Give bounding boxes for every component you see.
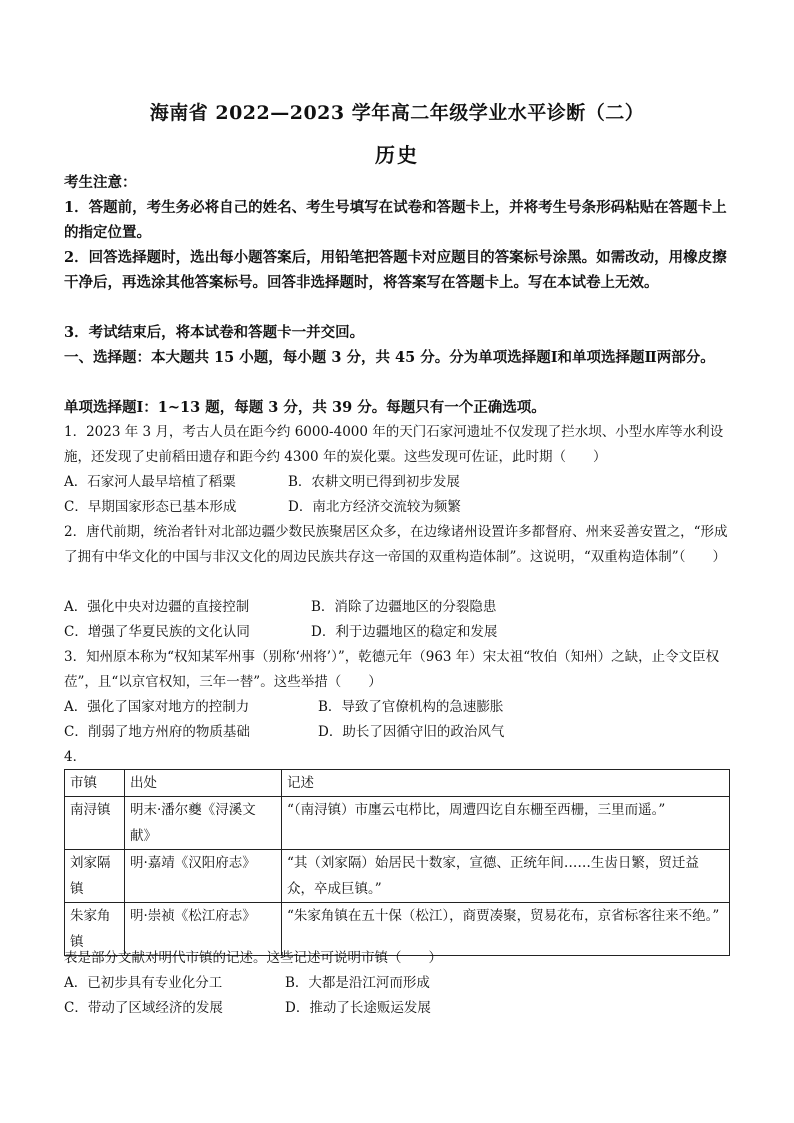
section-subheading: 单项选择题Ⅰ：1~13 题，每题 3 分，共 39 分。每题只有一个正确选项。 — [64, 399, 546, 416]
table-cell: “（南浔镇）市廛云屯栉比，周遭四讫自东栅至西栅，三里而遥。” — [282, 797, 730, 850]
table-cell: 明·崇祯《松江府志》 — [125, 903, 282, 956]
table-header-cell: 记述 — [282, 770, 730, 797]
question-4-table — [64, 769, 730, 956]
notice-item-2: 2．回答选择题时，选出每小题答案后，用铅笔把答题卡对应题目的答案标号涂黑。如需改动，用橡皮擦干净后，再选涂其他答案标号。回答非选择题时，将答案写在答题卡上。写在本试卷上无效。 — [64, 249, 727, 291]
notice-item-1: 1．答题前，考生务必将自己的姓名、考生号填写在试卷和答题卡上，并将考生号条形码粘贴在答题卡上的指定位置。 — [64, 199, 727, 241]
table-cell: 朱家角镇 — [65, 903, 125, 956]
question-1-option-d[interactable]: D．南北方经济交流较为频繁 — [288, 499, 461, 515]
question-3-option-b[interactable]: B．导致了官僚机构的急速膨胀 — [318, 699, 504, 715]
notice-item-3: 3．考试结束后，将本试卷和答题卡一并交回。 — [64, 324, 365, 341]
table-header-row — [65, 770, 730, 797]
question-2-option-b[interactable]: B．消除了边疆地区的分裂隐患 — [311, 599, 497, 615]
question-3-option-a[interactable]: A．强化了国家对地方的控制力 — [64, 699, 250, 715]
question-4-option-d[interactable]: D．推动了长途贩运发展 — [285, 1000, 431, 1016]
question-2-option-c[interactable]: C．增强了华夏民族的文化认同 — [64, 624, 250, 640]
question-3-option-c[interactable]: C．削弱了地方州府的物质基础 — [64, 724, 250, 740]
table-cell: 明·嘉靖《汉阳府志》 — [125, 850, 282, 903]
question-3-option-d[interactable]: D．助长了因循守旧的政治风气 — [318, 724, 505, 740]
section-heading: 一、选择题：本大题共 15 小题，每小题 3 分，共 45 分。分为单项选择题Ⅰ和单项选择题Ⅱ两部分。 — [64, 349, 715, 366]
table-cell: “其（刘家隔）始居民十数家，宣德、正统年间……生齿日繁，贸迁益众，卒成巨镇。” — [282, 850, 730, 903]
question-1-option-b[interactable]: B．农耕文明已得到初步发展 — [288, 474, 460, 490]
question-4-option-b[interactable]: B．大都是沿江河而形成 — [285, 975, 430, 991]
table-header-cell: 市镇 — [65, 770, 125, 797]
question-1-stem: 1．2023 年 3 月，考古人员在距今约 6000-4000 年的天门石家河遗址不仅发现了拦水坝、小型水库等水利设施，还发现了史前稻田遗存和距今约 4300 年的炭化粟。这些发现可佐证，此时期（ ） — [64, 424, 724, 465]
table-header-cell: 出处 — [125, 770, 282, 797]
question-2-option-d[interactable]: D．利于边疆地区的稳定和发展 — [311, 624, 498, 640]
table-row — [65, 850, 730, 903]
question-1-option-c[interactable]: C．早期国家形态已基本形成 — [64, 499, 237, 515]
question-2-stem: 2．唐代前期，统治者针对北部边疆少数民族聚居区众多，在边缘诸州设置许多都督府、州来妥善安置之，“形成了拥有中华文化的中国与非汉文化的周边民族共存这一帝国的双重构造体制”。这说明，“双重构造体制”（ ） — [64, 524, 728, 565]
table-cell: 明末·潘尔夔《浔溪文献》 — [125, 797, 282, 850]
question-3-stem: 3．知州原本称为“权知某军州事（别称‘州将’）”，乾德元年（963 年）宋太祖“牧伯（知州）之缺，止令文臣权莅”，且“以京官权知，三年一替”。这些举措（ ） — [64, 649, 720, 690]
question-4-option-c[interactable]: C．带动了区域经济的发展 — [64, 1000, 223, 1016]
page-title: 海南省 2022—2023 学年高二年级学业水平诊断（二） — [149, 102, 645, 124]
question-4-stem: 表是部分文献对明代市镇的记述。这些记述可说明市镇（ ） — [64, 950, 442, 966]
table-cell: “朱家角镇在五十保（松江），商贾凑聚，贸易花布，京省标客往来不绝。” — [282, 903, 730, 956]
notice-heading: 考生注意： — [64, 174, 137, 191]
question-4-option-a[interactable]: A．已初步具有专业化分工 — [64, 975, 223, 991]
question-4-number: 4． — [64, 749, 87, 765]
table-cell: 南浔镇 — [65, 797, 125, 850]
question-2-option-a[interactable]: A．强化中央对边疆的直接控制 — [64, 599, 250, 615]
table-row — [65, 797, 730, 850]
subject-title: 历史 — [375, 143, 419, 167]
table-cell: 刘家隔镇 — [65, 850, 125, 903]
question-1-option-a[interactable]: A．石家河人最早培植了稻粟 — [64, 474, 236, 490]
